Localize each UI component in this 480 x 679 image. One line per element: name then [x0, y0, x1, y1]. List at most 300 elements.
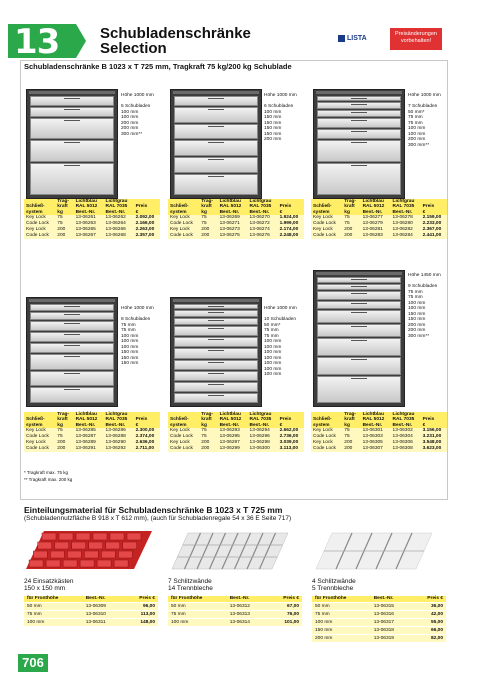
table-cell: 67,00: [268, 603, 302, 611]
chapter-badge: [8, 22, 76, 62]
table-row: [311, 446, 447, 452]
table-header-cell: Preis €: [134, 412, 160, 428]
table-cell: 13-06273: [218, 227, 248, 233]
table-cell: 66,00: [412, 627, 446, 635]
insert-box: [106, 542, 120, 549]
table-cell: 13-06286: [104, 428, 134, 434]
accessory-caption: 4 Schlitzwände 5 Trennbleche: [312, 578, 356, 592]
cabinet-top: [173, 299, 259, 302]
insert-box: [46, 560, 60, 567]
table-cell: 2.736,00: [278, 434, 304, 440]
insert-box: [38, 542, 52, 549]
table-cell: 200: [199, 227, 217, 233]
table-cell: 13-06295: [218, 434, 248, 440]
table-cell: 36,00: [412, 603, 446, 611]
drawer-front: [174, 157, 258, 173]
table-cell: 13-06261: [74, 215, 104, 221]
footnote-1: * Tragkraft max. 75 kg: [24, 470, 69, 475]
drawer-front: [30, 332, 114, 342]
drawer-front: [174, 393, 258, 403]
table-cell: 13-06289: [74, 440, 104, 446]
cabinet-spec: Höhe 1000 mm 5 Schubladen 100 mm 100 mm 200 mm 200 mm 300 mm**: [121, 93, 154, 137]
insert-box: [84, 551, 98, 558]
table-cell: 13-06296: [248, 434, 278, 440]
table-cell: 13-06268: [104, 233, 134, 239]
footnote-2: ** Tragkraft max. 200 kg: [24, 477, 73, 482]
table-cell: 200: [342, 440, 360, 446]
table-cell: 75: [55, 428, 73, 434]
price-note-badge: Preisänderungen vorbehalten!: [390, 28, 442, 50]
table-cell: 13-06313: [227, 611, 268, 619]
table-header-cell: Lichtgrau RAL 7035 Best.-Nr.: [104, 412, 134, 428]
insert-box: [29, 560, 43, 567]
insert-box: [97, 560, 111, 567]
table-cell: 13-06270: [248, 215, 278, 221]
accessory-caption: 7 Schlitzwände 14 Trennbleche: [168, 578, 213, 592]
cabinet-top: [173, 91, 259, 94]
table-cell: 13-06271: [218, 221, 248, 227]
insert-box: [76, 533, 90, 540]
drawer-front: [30, 343, 114, 353]
drawer-front: [174, 348, 258, 358]
insert-box: [63, 560, 77, 567]
table-cell: 75: [199, 221, 217, 227]
table-cell: 42,00: [412, 611, 446, 619]
table-cell: Code Lock: [311, 446, 342, 452]
table-header-cell: für Fronthöhe: [168, 596, 227, 603]
table-header-cell: Preis €: [278, 412, 304, 428]
cabinet-spec: Höhe 1450 mm 9 Schubladen 75 mm 75 mm 100 mm 100 mm 150 mm 150 mm 200 mm 200 mm 300 mm**: [408, 273, 441, 339]
table-cell: 13-06283: [361, 233, 391, 239]
table-cell: 100 mm: [168, 619, 227, 627]
table-cell: 200: [55, 440, 73, 446]
table-cell: Code Lock: [24, 221, 55, 227]
table-cell: 200 mm: [312, 635, 371, 643]
table-header-cell: Preis €: [124, 596, 158, 603]
drawer-front: [317, 284, 401, 290]
cabinet-top: [29, 91, 115, 94]
insert-box: [114, 560, 128, 567]
drawer-front: [30, 107, 114, 117]
table-cell: 2.711,00: [134, 446, 160, 452]
table-row: [312, 635, 446, 643]
cabinet-spec: Höhe 1000 mm 6 Schubladen 100 mm 150 mm 150 mm 150 mm 150 mm 200 mm: [264, 93, 297, 142]
drawer-front: [174, 140, 258, 156]
table-cell: 3.113,00: [278, 446, 304, 452]
table-cell: 13-06263: [74, 221, 104, 227]
table-cell: 200: [342, 227, 360, 233]
table-cell: 3.231,00: [421, 434, 447, 440]
table-cell: 75: [55, 215, 73, 221]
price-table: [24, 199, 160, 239]
insert-box: [50, 551, 64, 558]
table-header-cell: Schließ- system: [168, 412, 199, 428]
insert-box: [123, 542, 137, 549]
table-cell: 1.924,00: [278, 215, 304, 221]
table-cell: 2.263,00: [134, 227, 160, 233]
drawer-front: [30, 118, 114, 139]
logo-square-icon: [338, 35, 345, 42]
table-cell: 13-06298: [248, 440, 278, 446]
table-cell: 2.374,00: [134, 434, 160, 440]
insert-box: [33, 551, 47, 558]
table-header-cell: Preis €: [421, 199, 447, 215]
table-cell: 13-06294: [248, 428, 278, 434]
table-cell: 200: [199, 446, 217, 452]
divider-set-5-image: [312, 525, 436, 573]
table-cell: Key Lock: [24, 227, 55, 233]
table-cell: 13-06275: [218, 233, 248, 239]
table-row: [312, 627, 446, 635]
table-header-cell: Schließ- system: [311, 199, 342, 215]
table-header-cell: Preis €: [268, 596, 302, 603]
drawer-front: [317, 163, 401, 195]
brand-logo: [338, 35, 367, 42]
table-cell: 13-06266: [104, 227, 134, 233]
insert-box: [101, 551, 115, 558]
table-row: [168, 603, 302, 611]
price-table: [24, 412, 160, 452]
table-cell: 2.248,00: [278, 233, 304, 239]
table-cell: 3.156,00: [421, 428, 447, 434]
drawer-front: [317, 324, 401, 337]
title-line-2: Selection: [100, 40, 167, 57]
accessory-price-table: [312, 596, 446, 642]
table-cell: Code Lock: [311, 233, 342, 239]
drawer-front: [317, 376, 401, 403]
price-table: [311, 412, 447, 452]
table-cell: 13-06282: [391, 227, 421, 233]
table-cell: 200: [55, 227, 73, 233]
table-cell: 50 mm: [24, 603, 83, 611]
insert-box: [80, 560, 94, 567]
table-cell: Key Lock: [168, 215, 199, 221]
table-cell: 13-06285: [74, 428, 104, 434]
table-cell: 75: [55, 221, 73, 227]
insert-box: [55, 542, 69, 549]
table-cell: 150 mm: [312, 627, 371, 635]
table-row: [168, 233, 304, 239]
drawer-front: [317, 102, 401, 109]
drawer-cabinet-image: [313, 89, 405, 199]
drawer-front: [174, 310, 258, 317]
table-cell: 13-06315: [371, 603, 412, 611]
table-header-cell: Lichtblau RAL 5012 Best.-Nr.: [74, 199, 104, 215]
page-number: 706: [18, 654, 48, 672]
table-header-cell: Schließ- system: [24, 199, 55, 215]
table-header-cell: Preis €: [134, 199, 160, 215]
table-cell: 2.159,00: [421, 215, 447, 221]
table-row: [24, 619, 158, 627]
table-cell: 13-06264: [104, 221, 134, 227]
table-row: [311, 233, 447, 239]
price-table: [168, 199, 304, 239]
table-cell: 200: [342, 233, 360, 239]
table-cell: 13-06299: [218, 446, 248, 452]
table-header-cell: Lichtblau RAL 5012 Best.-Nr.: [361, 199, 391, 215]
table-cell: Key Lock: [168, 227, 199, 233]
accessories-title: Einteilungsmaterial für Schubladenschränke B 1023 x T 725 mm: [24, 505, 283, 515]
table-cell: Code Lock: [168, 221, 199, 227]
table-header-cell: Preis €: [278, 199, 304, 215]
table-cell: Code Lock: [168, 233, 199, 239]
table-cell: 13-06319: [371, 635, 412, 643]
table-cell: 13-06288: [104, 434, 134, 440]
drawer-front: [30, 312, 114, 319]
drawer-front: [317, 277, 401, 283]
insert-box: [72, 542, 86, 549]
drawer-front: [317, 338, 401, 356]
drawer-front: [317, 140, 401, 161]
table-cell: 113,00: [124, 611, 158, 619]
table-cell: 13-06307: [361, 446, 391, 452]
table-cell: 55,00: [412, 619, 446, 627]
table-cell: 100 mm: [24, 619, 83, 627]
table-cell: 13-06280: [391, 221, 421, 227]
cabinet-top: [316, 272, 402, 275]
table-header-cell: Best.-Nr.: [83, 596, 124, 603]
table-cell: 148,00: [124, 619, 158, 627]
table-row: [24, 446, 160, 452]
table-cell: Code Lock: [24, 434, 55, 440]
table-header-cell: Lichtblau RAL 5012 Best.-Nr.: [218, 412, 248, 428]
drawer-front: [174, 124, 258, 140]
drawer-front: [317, 96, 401, 101]
divider-set-14-image: [168, 525, 292, 573]
drawer-front: [174, 96, 258, 106]
price-table: [311, 199, 447, 239]
table-cell: 13-06267: [74, 233, 104, 239]
accessory-price-table: [24, 596, 158, 626]
table-cell: 13-06290: [104, 440, 134, 446]
table-header-cell: Trag- kraft kg: [342, 412, 360, 428]
table-cell: 13-06305: [361, 440, 391, 446]
table-cell: Key Lock: [24, 428, 55, 434]
table-cell: Code Lock: [311, 434, 342, 440]
drawer-front: [174, 107, 258, 123]
table-cell: 13-06304: [391, 434, 421, 440]
table-row: [312, 619, 446, 627]
table-row: [168, 619, 302, 627]
drawer-front: [174, 382, 258, 392]
table-cell: 13-06306: [391, 440, 421, 446]
cabinet-spec: Höhe 1000 mm 10 Schubladen 50 mm* 75 mm 75 mm 100 mm 100 mm 100 mm 100 mm 100 mm 100 mm 100 mm: [264, 306, 297, 377]
table-cell: 200: [55, 446, 73, 452]
drawer-front: [30, 140, 114, 161]
table-row: [168, 611, 302, 619]
table-header-cell: Trag- kraft kg: [55, 412, 73, 428]
cabinet-top: [316, 91, 402, 94]
table-header-cell: Schließ- system: [311, 412, 342, 428]
table-cell: 13-06309: [83, 603, 124, 611]
table-cell: 13-06316: [371, 611, 412, 619]
drawer-front: [317, 118, 401, 128]
table-cell: 2.300,00: [134, 428, 160, 434]
drawer-front: [317, 301, 401, 309]
table-cell: 75: [199, 215, 217, 221]
cabinet-spec: Höhe 1000 mm 7 Schubladen 50 mm* 75 mm 75 mm 100 mm 100 mm 200 mm 300 mm**: [408, 93, 441, 148]
insert-box: [93, 533, 107, 540]
insert-box: [110, 533, 124, 540]
table-header-cell: Trag- kraft kg: [342, 199, 360, 215]
cabinet-top: [29, 299, 115, 302]
table-cell: 13-06318: [371, 627, 412, 635]
table-row: [24, 611, 158, 619]
table-cell: 50 mm: [168, 603, 227, 611]
table-cell: 75 mm: [312, 611, 371, 619]
table-cell: 13-06293: [218, 428, 248, 434]
table-header-cell: für Fronthöhe: [24, 596, 83, 603]
table-cell: 2.367,00: [421, 227, 447, 233]
insert-boxes-image: [24, 525, 154, 573]
price-table: [168, 412, 304, 452]
table-header-cell: Schließ- system: [24, 412, 55, 428]
table-cell: 13-06317: [371, 619, 412, 627]
table-header-cell: Lichtgrau RAL 7035 Best.-Nr.: [391, 199, 421, 215]
table-cell: 13-06265: [74, 227, 104, 233]
title-line-1: Schubladenschränke: [100, 25, 251, 42]
table-cell: 75: [199, 434, 217, 440]
table-cell: 2.174,00: [278, 227, 304, 233]
table-cell: 13-06272: [248, 221, 278, 227]
drawer-cabinet-image: [170, 297, 262, 407]
table-header-cell: Preis €: [412, 596, 446, 603]
table-cell: 2.166,00: [134, 221, 160, 227]
table-row: [24, 233, 160, 239]
table-cell: Key Lock: [311, 215, 342, 221]
table-cell: 2.092,00: [134, 215, 160, 221]
drawer-front: [174, 337, 258, 347]
table-cell: 13-06278: [391, 215, 421, 221]
table-cell: 2.662,00: [278, 428, 304, 434]
table-row: [24, 603, 158, 611]
table-cell: 96,00: [124, 603, 158, 611]
table-cell: 75: [342, 428, 360, 434]
table-cell: Key Lock: [311, 440, 342, 446]
table-cell: 3.039,00: [278, 440, 304, 446]
insert-box: [42, 533, 56, 540]
table-cell: 13-06302: [391, 428, 421, 434]
table-cell: Key Lock: [24, 440, 55, 446]
drawer-front: [30, 163, 114, 195]
table-header-cell: Lichtgrau RAL 7035 Best.-Nr.: [391, 412, 421, 428]
drawer-front: [174, 304, 258, 309]
drawer-front: [317, 110, 401, 117]
table-header-cell: Lichtblau RAL 5012 Best.-Nr.: [218, 199, 248, 215]
table-cell: Code Lock: [311, 221, 342, 227]
table-header-cell: Lichtgrau RAL 7035 Best.-Nr.: [248, 199, 278, 215]
table-cell: Code Lock: [24, 446, 55, 452]
insert-box: [118, 551, 132, 558]
table-header-cell: Lichtblau RAL 5012 Best.-Nr.: [361, 412, 391, 428]
table-cell: 13-06310: [83, 611, 124, 619]
table-cell: 13-06281: [361, 227, 391, 233]
table-cell: Code Lock: [168, 434, 199, 440]
table-cell: 13-06274: [248, 227, 278, 233]
insert-box: [127, 533, 141, 540]
table-cell: 13-06301: [361, 428, 391, 434]
table-cell: 13-06300: [248, 446, 278, 452]
drawer-front: [174, 371, 258, 381]
table-cell: 200: [342, 446, 360, 452]
table-header-cell: Schließ- system: [168, 199, 199, 215]
drawer-cabinet-image: [170, 89, 262, 199]
drawer-front: [30, 371, 114, 387]
drawer-front: [317, 291, 401, 299]
table-cell: 2.636,00: [134, 440, 160, 446]
drawer-front: [317, 129, 401, 139]
table-cell: 13-06303: [361, 434, 391, 440]
logo-text: LISTA: [347, 35, 367, 42]
table-cell: 13-06292: [104, 446, 134, 452]
drawer-cabinet-image: [26, 89, 118, 199]
table-cell: Key Lock: [311, 428, 342, 434]
table-cell: 2.233,00: [421, 221, 447, 227]
drawer-front: [174, 318, 258, 325]
table-cell: 13-06311: [83, 619, 124, 627]
table-cell: 2.357,00: [134, 233, 160, 239]
drawer-front: [30, 96, 114, 106]
drawer-front: [30, 354, 114, 370]
chapter-number: 13: [14, 22, 60, 62]
table-cell: 75: [342, 434, 360, 440]
table-cell: 13-06279: [361, 221, 391, 227]
accessory-price-table: [168, 596, 302, 626]
page-title: [100, 26, 251, 56]
table-row: [312, 603, 446, 611]
table-header-cell: Best.-Nr.: [371, 596, 412, 603]
table-cell: 3.623,00: [421, 446, 447, 452]
table-cell: 13-06284: [391, 233, 421, 239]
accessory-caption: 24 Einsatzkästen 150 x 150 mm: [24, 578, 74, 592]
table-cell: 2.441,00: [421, 233, 447, 239]
table-cell: 3.548,00: [421, 440, 447, 446]
table-cell: 101,00: [268, 619, 302, 627]
insert-box: [67, 551, 81, 558]
table-cell: Code Lock: [24, 233, 55, 239]
table-cell: Key Lock: [311, 227, 342, 233]
table-header-cell: Trag- kraft kg: [55, 199, 73, 215]
table-cell: 13-06314: [227, 619, 268, 627]
table-cell: 13-06262: [104, 215, 134, 221]
table-header-cell: Lichtgrau RAL 7035 Best.-Nr.: [104, 199, 134, 215]
drawer-front: [317, 357, 401, 375]
section-title: Schubladenschränke B 1023 x T 725 mm, Tragkraft 75 kg/200 kg Schublade: [24, 62, 292, 71]
table-cell: 13-06277: [361, 215, 391, 221]
table-cell: 76,00: [268, 611, 302, 619]
table-cell: 200: [199, 233, 217, 239]
table-cell: 13-06308: [391, 446, 421, 452]
table-cell: 13-06291: [74, 446, 104, 452]
cabinet-spec: Höhe 1000 mm 8 Schubladen 75 mm 75 mm 100 mm 100 mm 100 mm 150 mm 150 mm 150 mm: [121, 306, 154, 366]
accessories-subtitle: (Schubladennutzfläche B 918 x T 612 mm), (auch für Schubladenregale 54 x 36 E Seite 717): [24, 515, 292, 522]
table-header-cell: Lichtblau RAL 5012 Best.-Nr.: [74, 412, 104, 428]
drawer-cabinet-image: [313, 270, 405, 407]
drawer-front: [30, 387, 114, 403]
drawer-front: [174, 174, 258, 195]
table-cell: 82,00: [412, 635, 446, 643]
table-cell: 13-06287: [74, 434, 104, 440]
insert-box: [89, 542, 103, 549]
table-cell: Key Lock: [168, 428, 199, 434]
table-cell: 100 mm: [312, 619, 371, 627]
table-cell: 75 mm: [24, 611, 83, 619]
table-cell: Code Lock: [168, 446, 199, 452]
table-cell: 13-06276: [248, 233, 278, 239]
table-header-cell: Trag- kraft kg: [199, 412, 217, 428]
table-cell: 75: [199, 428, 217, 434]
drawer-front: [30, 321, 114, 331]
